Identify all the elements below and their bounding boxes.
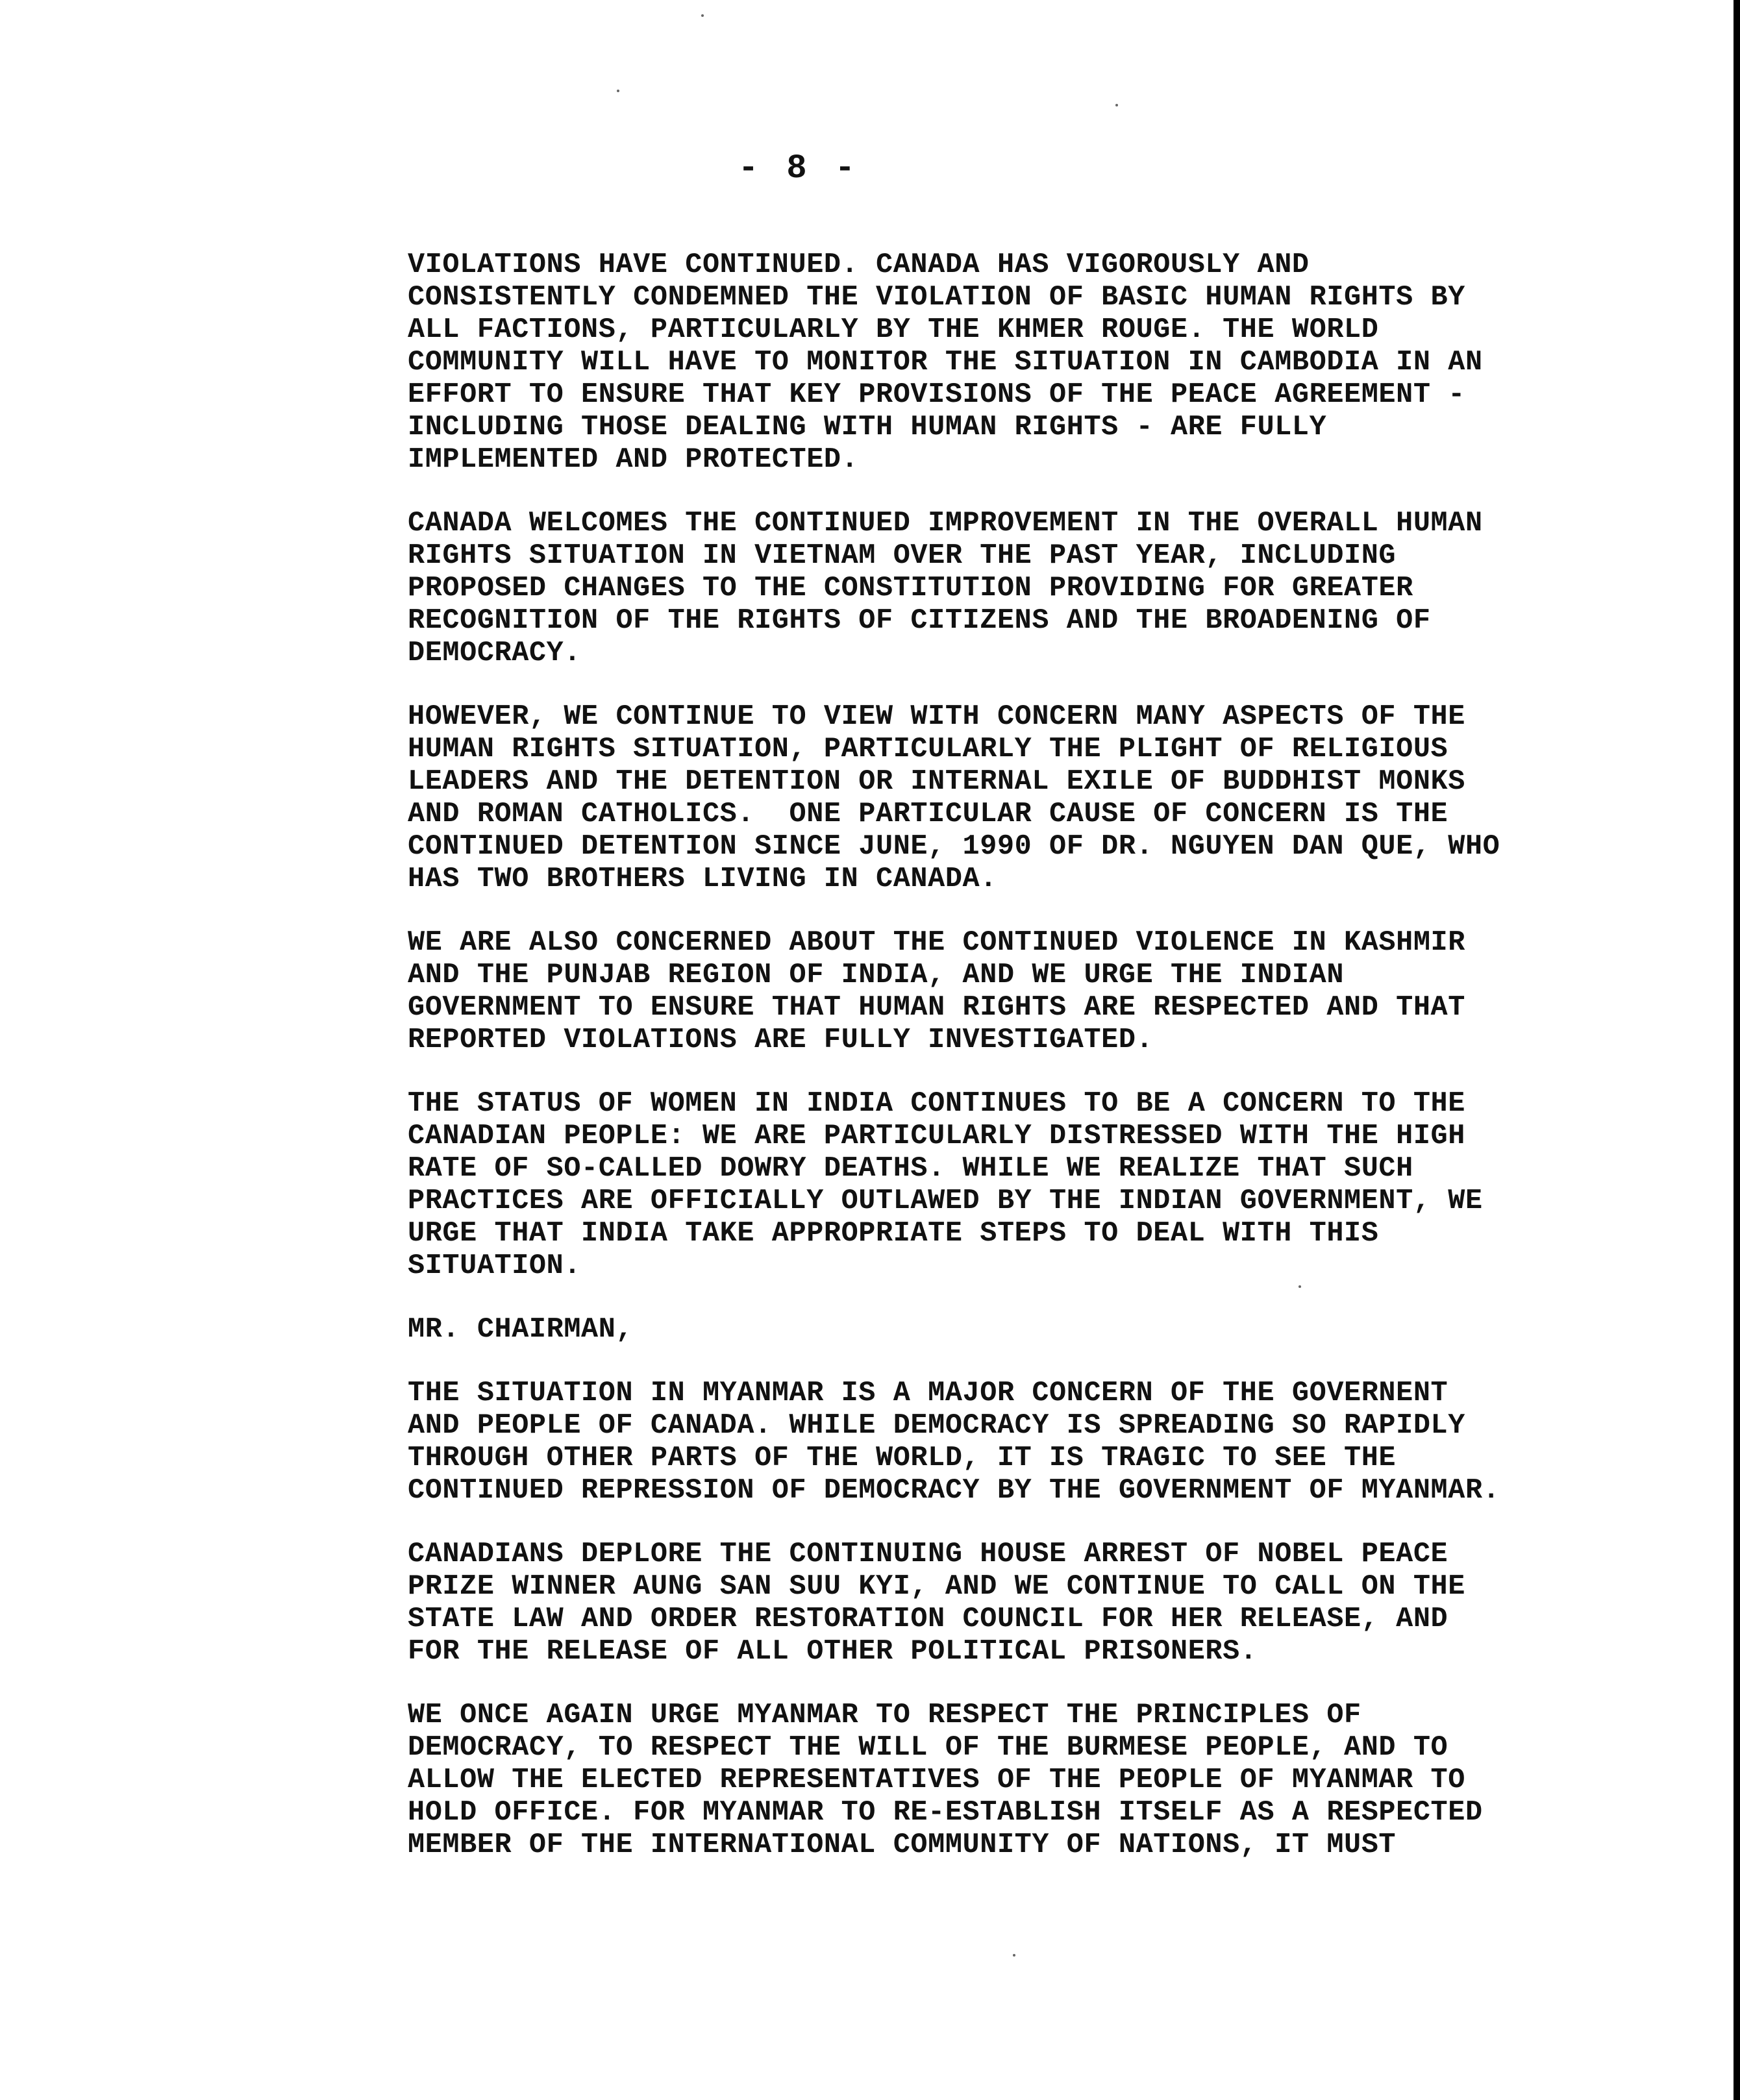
page-number: - 8 - [738, 149, 860, 188]
document-body [408, 249, 1700, 1893]
scan-speck [617, 90, 619, 92]
scan-speck [1115, 104, 1118, 106]
paragraph: WE ONCE AGAIN URGE MYANMAR TO RESPECT THE PRINCIPLES OF DEMOCRACY, TO RESPECT THE WILL OF THE BURMESE PEOPLE, AND TO ALLOW THE ELECTED REPRESENTATIVES OF THE PEOPLE OF MYANMAR TO HOLD OFFICE. FOR MYANMAR TO RE-ESTABLISH ITSELF AS A RESPECTED MEMBER OF THE INTERNATIONAL COMMUNITY OF NATIONS, IT MUST [408, 1699, 1483, 1861]
paragraph: WE ARE ALSO CONCERNED ABOUT THE CONTINUED VIOLENCE IN KASHMIR AND THE PUNJAB REGION OF INDIA, AND WE URGE THE INDIAN GOVERNMENT TO ENSURE THAT HUMAN RIGHTS ARE RESPECTED AND THAT REPORTED VIOLATIONS ARE FULLY INVESTIGATED. [408, 927, 1465, 1056]
salutation: MR. CHAIRMAN, [408, 1314, 634, 1346]
paragraph: HOWEVER, WE CONTINUE TO VIEW WITH CONCERN MANY ASPECTS OF THE HUMAN RIGHTS SITUATION, PARTICULARLY THE PLIGHT OF RELIGIOUS LEADERS AND THE DETENTION OR INTERNAL EXILE OF BUDDHIST MONKS AND ROMAN CATHOLICS. ONE PARTICULAR CAUSE OF CONCERN IS THE CONTINUED DETENTION SINCE JUNE, 1990 OF DR. NGUYEN DAN QUE, WHO HAS TWO BROTHERS LIVING IN CANADA. [408, 701, 1500, 895]
scan-edge-border [1734, 0, 1740, 2100]
paragraph: VIOLATIONS HAVE CONTINUED. CANADA HAS VIGOROUSLY AND CONSISTENTLY CONDEMNED THE VIOLATION OF BASIC HUMAN RIGHTS BY ALL FACTIONS, PARTICULARLY BY THE KHMER ROUGE. THE WORLD COMMUNITY WILL HAVE TO MONITOR THE SITUATION IN CAMBODIA IN AN EFFORT TO ENSURE THAT KEY PROVISIONS OF THE PEACE AGREEMENT - INCLUDING THOSE DEALING WITH HUMAN RIGHTS - ARE FULLY IMPLEMENTED AND PROTECTED. [408, 249, 1483, 476]
paragraph: CANADIANS DEPLORE THE CONTINUING HOUSE ARREST OF NOBEL PEACE PRIZE WINNER AUNG SAN SUU KYI, AND WE CONTINUE TO CALL ON THE STATE LAW AND ORDER RESTORATION COUNCIL FOR HER RELEASE, AND FOR THE RELEASE OF ALL OTHER POLITICAL PRISONERS. [408, 1538, 1465, 1668]
paragraph: THE SITUATION IN MYANMAR IS A MAJOR CONCERN OF THE GOVERNENT AND PEOPLE OF CANADA. WHILE DEMOCRACY IS SPREADING SO RAPIDLY THROUGH OTHER PARTS OF THE WORLD, IT IS TRAGIC TO SEE THE CONTINUED REPRESSION OF DEMOCRACY BY THE GOVERNMENT OF MYANMAR. [408, 1377, 1500, 1507]
paragraph: CANADA WELCOMES THE CONTINUED IMPROVEMENT IN THE OVERALL HUMAN RIGHTS SITUATION IN VIETNAM OVER THE PAST YEAR, INCLUDING PROPOSED CHANGES TO THE CONSTITUTION PROVIDING FOR GREATER RECOGNITION OF THE RIGHTS OF CITIZENS AND THE BROADENING OF DEMOCRACY. [408, 508, 1483, 669]
scan-speck [701, 14, 704, 17]
scan-speck [1013, 1954, 1015, 1957]
paragraph: THE STATUS OF WOMEN IN INDIA CONTINUES TO BE A CONCERN TO THE CANADIAN PEOPLE: WE ARE PARTICULARLY DISTRESSED WITH THE HIGH RATE OF SO-CALLED DOWRY DEATHS. WHILE WE REALIZE THAT SUCH PRACTICES ARE OFFICIALLY OUTLAWED BY THE INDIAN GOVERNMENT, WE URGE THAT INDIA TAKE APPROPRIATE STEPS TO DEAL WITH THIS SITUATION. [408, 1088, 1483, 1282]
